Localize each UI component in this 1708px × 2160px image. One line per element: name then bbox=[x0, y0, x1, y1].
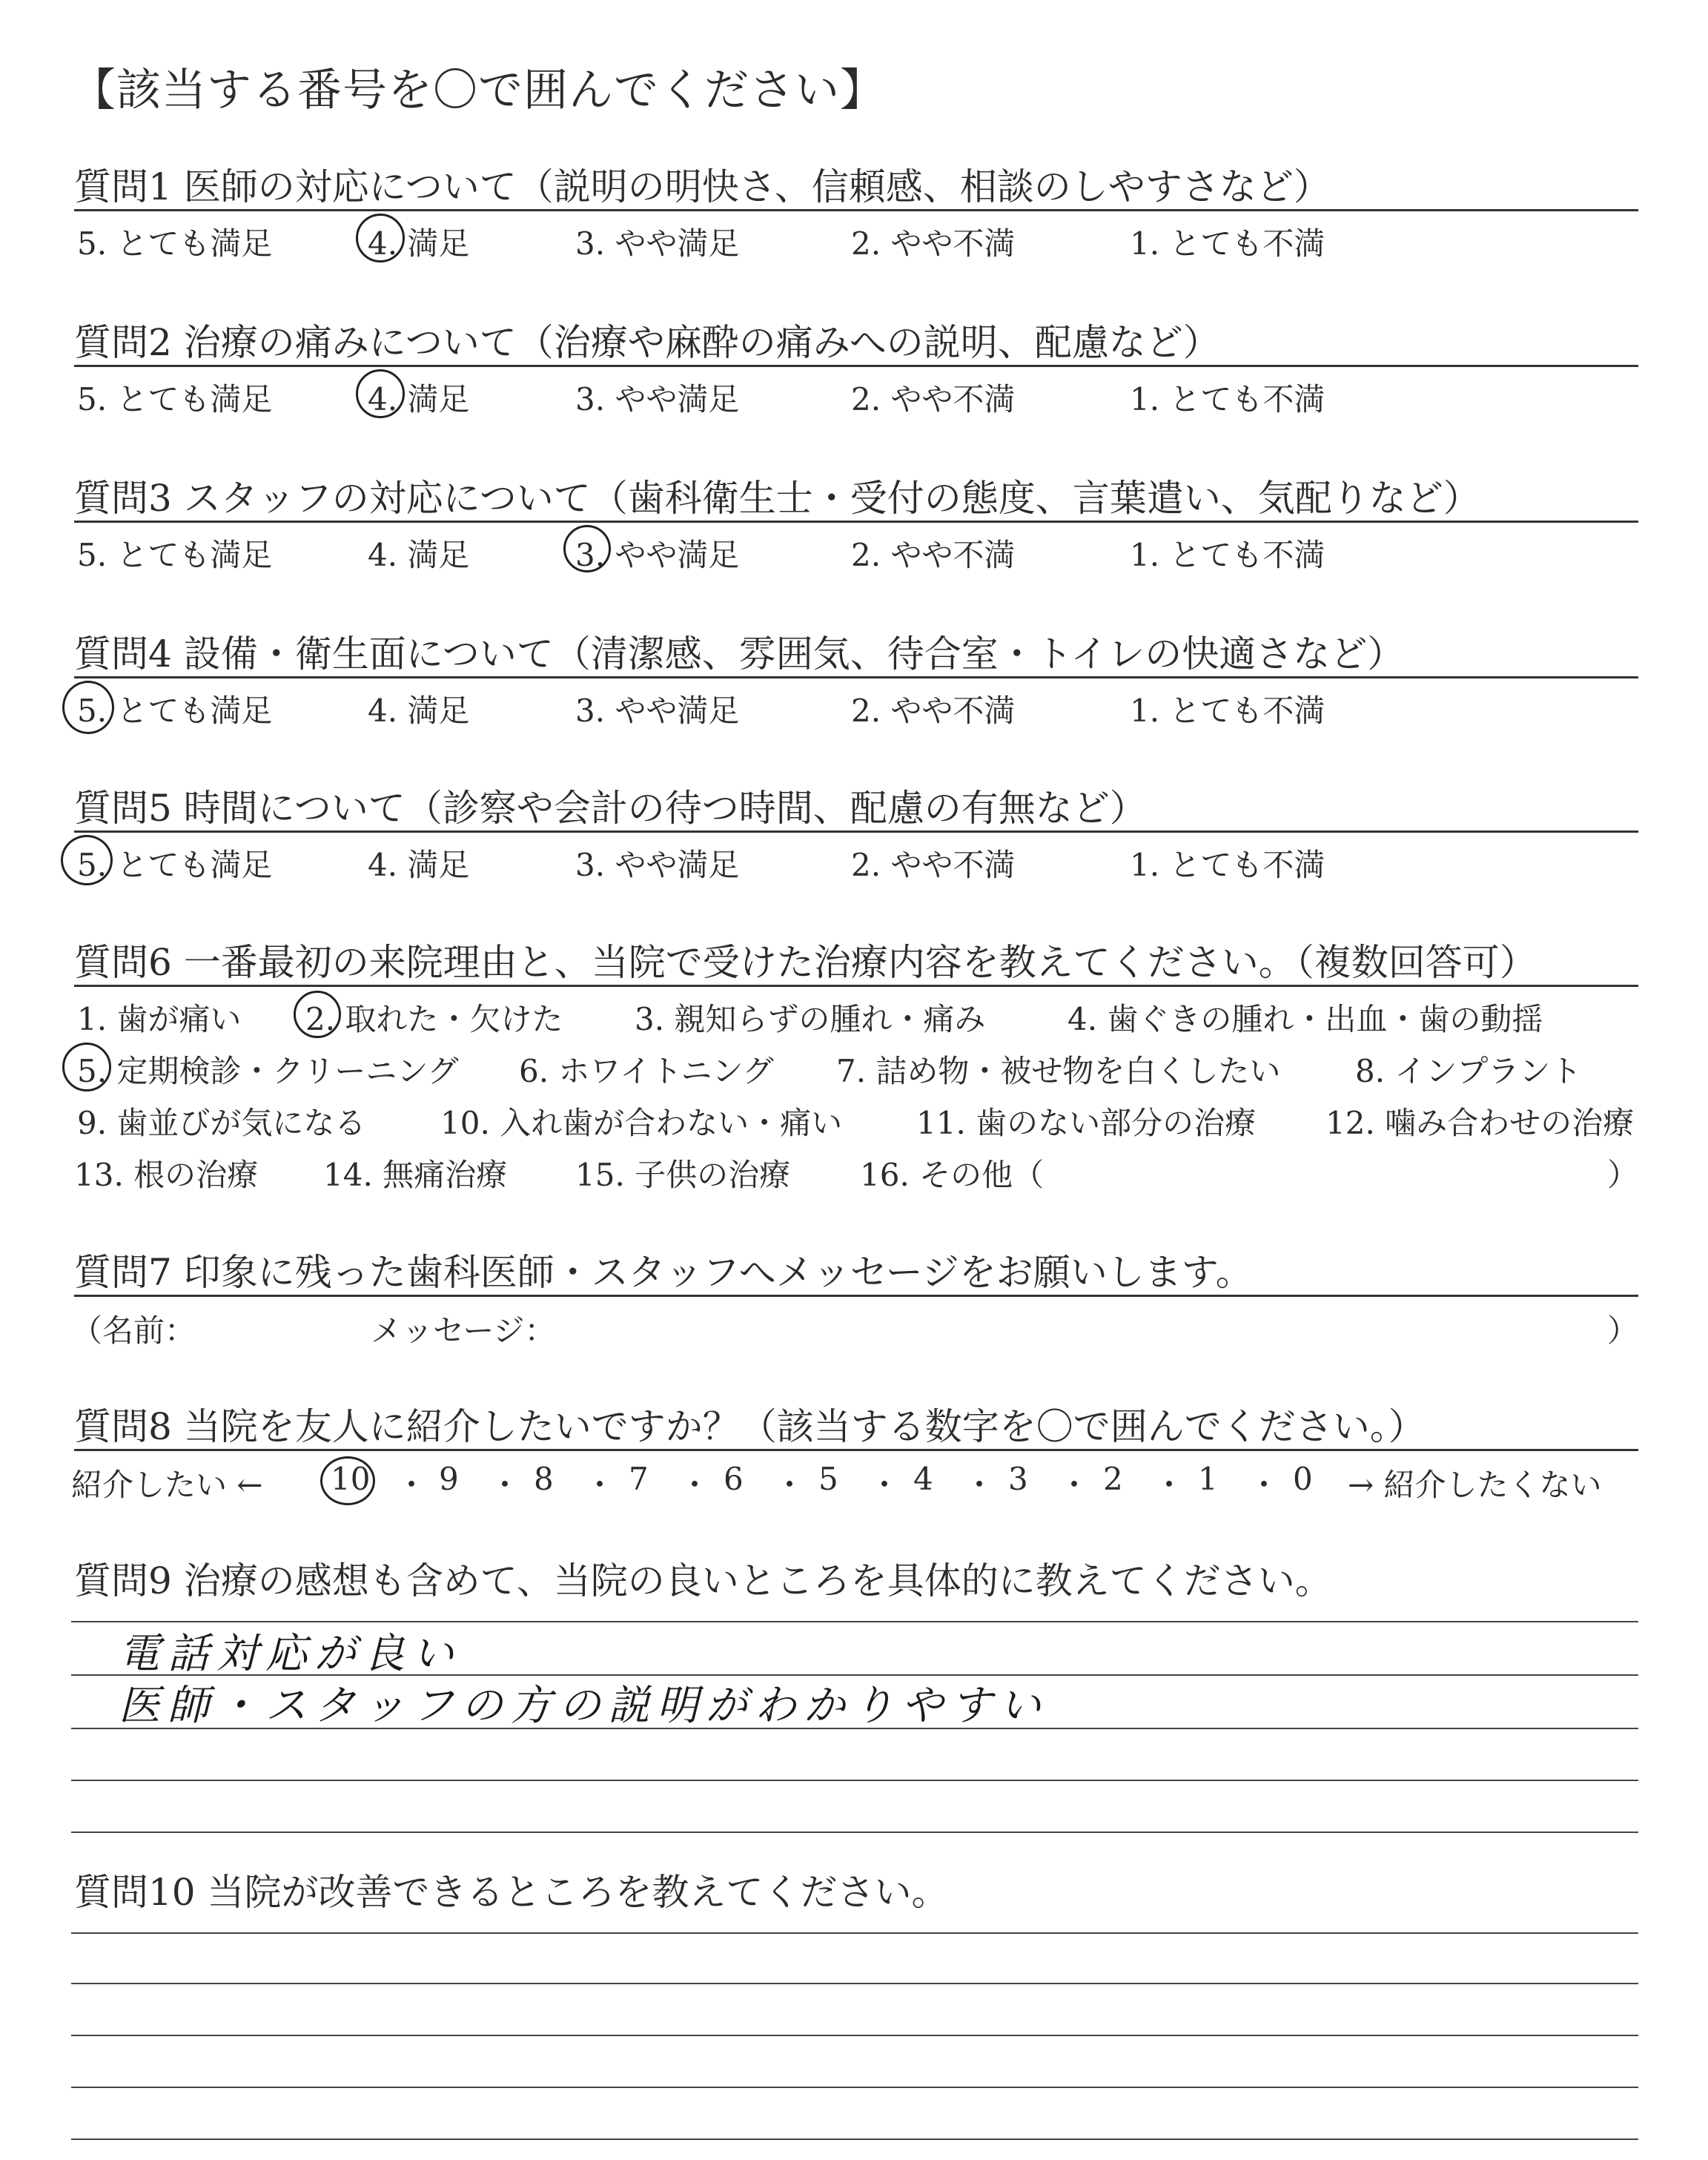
q10-writing-line bbox=[71, 1983, 1638, 1984]
q6-option-1[interactable]: 1. 歯が痛い bbox=[77, 1001, 242, 1037]
question-1-rule bbox=[74, 209, 1638, 211]
q8-dot: ・ bbox=[964, 1467, 996, 1503]
q2-option-5[interactable]: 5. とても満足 bbox=[77, 381, 273, 417]
q8-value-9[interactable]: 9 bbox=[439, 1461, 459, 1497]
q8-dot: ・ bbox=[679, 1467, 711, 1503]
q3-selection-circle bbox=[563, 525, 611, 572]
q8-left-label: 紹介したい ← bbox=[71, 1467, 263, 1503]
q6-option-9[interactable]: 9. 歯並びが気になる bbox=[77, 1105, 366, 1141]
q2-option-2[interactable]: 2. やや不満 bbox=[851, 381, 1016, 417]
q1-option-4[interactable]: 4. 満足 bbox=[368, 225, 470, 262]
q8-value-6[interactable]: 6 bbox=[724, 1461, 744, 1497]
q6-option-12[interactable]: 12. 噛み合わせの治療 bbox=[1325, 1105, 1635, 1141]
q6-option-14[interactable]: 14. 無痛治療 bbox=[323, 1157, 508, 1193]
q10-writing-line bbox=[71, 2035, 1638, 2036]
q8-value-3[interactable]: 3 bbox=[1008, 1461, 1028, 1497]
question-8-heading: 質問8 当院を友人に紹介したいですか？（該当する数字を〇で囲んでください。） bbox=[74, 1405, 1426, 1448]
q6-other-close-paren: ） bbox=[1607, 1157, 1639, 1193]
q8-value-10[interactable]: 10 bbox=[331, 1461, 371, 1497]
q5-option-2[interactable]: 2. やや不満 bbox=[851, 847, 1016, 883]
q3-option-3[interactable]: 3. やや満足 bbox=[575, 537, 740, 573]
q4-selection-circle bbox=[62, 681, 114, 734]
q1-option-5[interactable]: 5. とても満足 bbox=[77, 225, 273, 262]
q6-option-7[interactable]: 7. 詰め物・被せ物を白くしたい bbox=[836, 1053, 1281, 1089]
q6-option-16[interactable]: 16. その他（ bbox=[860, 1157, 1045, 1193]
q10-writing-line bbox=[71, 2138, 1638, 2140]
question-10-heading: 質問10 当院が改善できるところを教えてください。 bbox=[74, 1871, 949, 1914]
q1-option-2[interactable]: 2. やや不満 bbox=[851, 225, 1016, 262]
q8-dot: ・ bbox=[584, 1467, 616, 1503]
q6-option-11[interactable]: 11. 歯のない部分の治療 bbox=[916, 1105, 1257, 1141]
q2-option-4[interactable]: 4. 満足 bbox=[368, 381, 470, 417]
q5-option-5[interactable]: 5. とても満足 bbox=[77, 847, 273, 883]
q6-option-4[interactable]: 4. 歯ぐきの腫れ・出血・歯の動揺 bbox=[1068, 1001, 1543, 1037]
q10-writing-line bbox=[71, 1932, 1638, 1934]
q6-option-3[interactable]: 3. 親知らずの腫れ・痛み bbox=[635, 1001, 986, 1037]
q10-writing-line bbox=[71, 2087, 1638, 2088]
question-9-heading: 質問9 治療の感想も含めて、当院の良いところを具体的に教えてください。 bbox=[74, 1559, 1332, 1602]
question-2-rule bbox=[74, 365, 1638, 367]
question-7-heading: 質問7 印象に残った歯科医師・スタッフへメッセージをお願いします。 bbox=[74, 1251, 1253, 1294]
q2-selection-circle bbox=[356, 369, 405, 418]
q1-option-3[interactable]: 3. やや満足 bbox=[575, 225, 740, 262]
q4-option-4[interactable]: 4. 満足 bbox=[368, 693, 470, 729]
q6-option-6[interactable]: 6. ホワイトニング bbox=[519, 1053, 774, 1089]
question-4-rule bbox=[74, 676, 1638, 678]
question-8-rule bbox=[74, 1449, 1638, 1451]
q8-dot: ・ bbox=[396, 1467, 428, 1503]
q6-selection-circle-2 bbox=[294, 991, 341, 1038]
q8-value-2[interactable]: 2 bbox=[1103, 1461, 1123, 1497]
question-3-rule bbox=[74, 521, 1638, 523]
q6-option-2[interactable]: 2. 取れた・欠けた bbox=[305, 1001, 563, 1037]
q8-dot: ・ bbox=[489, 1467, 521, 1503]
survey-title: 【該当する番号を〇で囲んでください】 bbox=[71, 65, 885, 116]
q5-option-1[interactable]: 1. とても不満 bbox=[1130, 847, 1325, 883]
question-4-heading: 質問4 設備・衛生面について（清潔感、雰囲気、待合室・トイレの快適さなど） bbox=[74, 633, 1405, 676]
q7-message-label: メッセージ： bbox=[371, 1312, 556, 1349]
q7-close-paren: ） bbox=[1607, 1312, 1639, 1349]
q9-writing-line bbox=[71, 1780, 1638, 1781]
q8-dot: ・ bbox=[774, 1467, 806, 1503]
q8-value-4[interactable]: 4 bbox=[913, 1461, 933, 1497]
q6-option-5[interactable]: 5. 定期検診・クリーニング bbox=[77, 1053, 459, 1089]
q8-dot: ・ bbox=[1248, 1467, 1280, 1503]
q8-right-label: → 紹介したくない bbox=[1348, 1467, 1602, 1503]
q4-option-3[interactable]: 3. やや満足 bbox=[575, 693, 740, 729]
q6-option-13[interactable]: 13. 根の治療 bbox=[74, 1157, 259, 1193]
q3-option-2[interactable]: 2. やや不満 bbox=[851, 537, 1016, 573]
q6-option-8[interactable]: 8. インプラント bbox=[1355, 1053, 1582, 1089]
q4-option-5[interactable]: 5. とても満足 bbox=[77, 693, 273, 729]
q5-option-4[interactable]: 4. 満足 bbox=[368, 847, 470, 883]
q9-writing-line bbox=[71, 1832, 1638, 1833]
q3-option-5[interactable]: 5. とても満足 bbox=[77, 537, 273, 573]
question-5-heading: 質問5 時間について（診察や会計の待つ時間、配慮の有無など） bbox=[74, 787, 1147, 830]
q6-option-15[interactable]: 15. 子供の治療 bbox=[575, 1157, 791, 1193]
question-6-heading: 質問6 一番最初の来院理由と、当院で受けた治療内容を教えてください。（複数回答可） bbox=[74, 941, 1537, 984]
question-5-rule bbox=[74, 830, 1638, 833]
q8-dot: ・ bbox=[1153, 1467, 1185, 1503]
q8-value-1[interactable]: 1 bbox=[1198, 1461, 1218, 1497]
q6-option-10[interactable]: 10. 入れ歯が合わない・痛い bbox=[440, 1105, 843, 1141]
q2-option-3[interactable]: 3. やや満足 bbox=[575, 381, 740, 417]
q7-name-label: （名前： bbox=[71, 1312, 196, 1349]
q4-option-2[interactable]: 2. やや不満 bbox=[851, 693, 1016, 729]
q8-dot: ・ bbox=[869, 1467, 901, 1503]
q8-value-0[interactable]: 0 bbox=[1293, 1461, 1313, 1497]
q2-option-1[interactable]: 1. とても不満 bbox=[1130, 381, 1325, 417]
q1-option-1[interactable]: 1. とても不満 bbox=[1130, 225, 1325, 262]
q3-option-1[interactable]: 1. とても不満 bbox=[1130, 537, 1325, 573]
q1-selection-circle bbox=[356, 214, 405, 262]
question-2-heading: 質問2 治療の痛みについて（治療や麻酔の痛みへの説明、配慮など） bbox=[74, 321, 1220, 364]
question-6-rule bbox=[74, 985, 1638, 987]
q6-selection-circle-5 bbox=[62, 1043, 111, 1091]
q5-option-3[interactable]: 3. やや満足 bbox=[575, 847, 740, 883]
q8-value-7[interactable]: 7 bbox=[629, 1461, 649, 1497]
q9-handwritten-line-1: 電話対応が良い bbox=[119, 1630, 461, 1678]
q9-handwritten-line-2: 医師・スタッフの方の説明がわかりやすい bbox=[119, 1682, 1048, 1730]
question-1-heading: 質問1 医師の対応について（説明の明快さ、信頼感、相談のしやすさなど） bbox=[74, 165, 1331, 208]
question-3-heading: 質問3 スタッフの対応について（歯科衛生士・受付の態度、言葉遣い、気配りなど） bbox=[74, 477, 1480, 520]
q3-option-4[interactable]: 4. 満足 bbox=[368, 537, 470, 573]
q8-dot: ・ bbox=[1059, 1467, 1090, 1503]
q5-selection-circle bbox=[61, 835, 113, 885]
q8-selection-circle bbox=[320, 1456, 375, 1505]
question-7-rule bbox=[74, 1295, 1638, 1297]
q8-value-8[interactable]: 8 bbox=[534, 1461, 554, 1497]
q8-value-5[interactable]: 5 bbox=[818, 1461, 838, 1497]
q4-option-1[interactable]: 1. とても不満 bbox=[1130, 693, 1325, 729]
